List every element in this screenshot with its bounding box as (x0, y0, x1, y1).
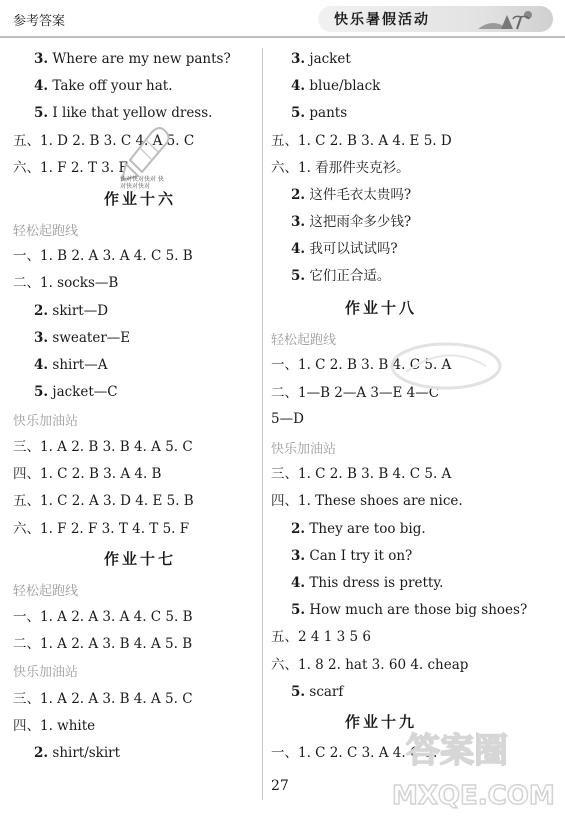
answer-line: 五、1. C 2. A 3. D 4. E 5. B (13, 493, 194, 509)
page-number: 27 (271, 778, 289, 794)
answer-line: 六、1. F 2. T 3. F (13, 160, 128, 176)
section-label: 轻松起跑线 (13, 584, 79, 599)
answer-line: 二、1. socks—B (13, 275, 119, 291)
answer-line (291, 77, 380, 95)
watermark-sub: MXQE.COM (392, 781, 555, 811)
answer-line (291, 547, 412, 565)
answer-line (34, 77, 173, 95)
item-number: 5. (291, 268, 306, 284)
answer-line (34, 329, 130, 347)
homework-heading: 作业十九 (345, 713, 418, 731)
kuaidui-stamp-icon-2 (386, 336, 506, 396)
section-label: 轻松起跑线 (271, 333, 337, 348)
answer-line (291, 240, 398, 258)
section-label: 快乐加油站 (271, 442, 337, 457)
answer-line (291, 104, 347, 122)
answer-line: 二、1—B 2—A 3—E 4—C (271, 385, 440, 401)
item-number: 4. (34, 357, 49, 373)
answer-line (291, 520, 426, 538)
answer-line (34, 302, 108, 320)
answer-text: jacket (309, 51, 351, 67)
column-divider (262, 48, 263, 800)
answer-text: Take off your hat. (52, 78, 173, 94)
answer-text: How much are those big shoes? (309, 602, 528, 618)
header-title-banner (318, 6, 553, 32)
answer-text: sweater—E (52, 330, 131, 346)
answer-line: 五、1. C 2. B 3. A 4. E 5. D (271, 133, 452, 149)
answer-line (291, 601, 527, 619)
item-number: 5. (291, 684, 306, 700)
item-number: 2. (34, 303, 49, 319)
answer-line: 五、1. D 2. B 3. C 4. A 5. C (13, 133, 195, 149)
homework-heading: 作业十七 (104, 550, 177, 568)
header-answer-key-label: 参考答案 (13, 14, 66, 29)
answer-text: pants (309, 105, 348, 121)
answer-line (291, 267, 390, 285)
header-divider (0, 36, 565, 38)
answer-line: 一、1. C 2. C 3. A 4. C 5. (271, 745, 438, 761)
homework-heading: 作业十八 (345, 299, 418, 317)
item-number: 5. (34, 105, 49, 121)
answer-line: 五、2 4 1 3 5 6 (271, 629, 371, 645)
answer-line (34, 744, 120, 762)
answer-text: 它们正合适。 (309, 268, 391, 284)
kuaidui-stamp-text: 快对快对快对 快对快对快对 (120, 176, 164, 190)
answer-text: This dress is pretty. (309, 575, 444, 591)
answer-line: 一、1. A 2. A 3. A 4. C 5. B (13, 609, 193, 625)
item-number: 3. (34, 330, 49, 346)
answer-line: 四、1. These shoes are nice. (271, 493, 463, 509)
item-number: 2. (34, 745, 49, 761)
header-title: 快乐暑假活动 (334, 12, 430, 28)
answer-line (34, 50, 231, 68)
answer-line (291, 574, 443, 592)
answer-text: They are too big. (309, 521, 426, 537)
answer-line (291, 213, 411, 231)
answer-text: skirt—D (52, 303, 109, 319)
answer-line: 5—D (271, 411, 304, 427)
answer-line: 六、1. 8 2. hat 3. 60 4. cheap (271, 657, 469, 673)
answer-line: 三、1. A 2. A 3. B 4. A 5. C (13, 691, 193, 707)
answer-line: 一、1. C 2. B 3. B 4. C 5. A (271, 357, 452, 373)
answer-line (291, 683, 343, 701)
watermark-main: 答案圈 (406, 731, 508, 771)
answer-line: 一、1. B 2. A 3. A 4. C 5. B (13, 248, 193, 264)
answer-text: shirt—A (52, 357, 108, 373)
item-number: 4. (291, 241, 306, 257)
answer-line: 四、1. C 2. B 3. A 4. B (13, 466, 162, 482)
item-number: 4. (291, 575, 306, 591)
summer-decoration-icon (473, 9, 543, 31)
homework-heading: 作业十六 (104, 190, 177, 208)
item-number: 3. (291, 548, 306, 564)
answer-line (291, 186, 411, 204)
answer-text: 我可以试试吗? (309, 241, 398, 257)
answer-line (34, 356, 107, 374)
answer-text: blue/black (309, 78, 381, 94)
section-label: 快乐加油站 (13, 414, 79, 429)
item-number: 5. (34, 384, 49, 400)
item-number: 3. (34, 51, 49, 67)
answer-line: 三、1. A 2. B 3. B 4. A 5. C (13, 439, 193, 455)
item-number: 4. (291, 78, 306, 94)
answer-text: Where are my new pants? (52, 51, 231, 67)
item-number: 5. (291, 105, 306, 121)
answer-text: shirt/skirt (52, 745, 121, 761)
answer-text: I like that yellow dress. (52, 105, 213, 121)
answer-line: 六、1. 看那件夹克衫。 (271, 160, 410, 176)
item-number: 2. (291, 521, 306, 537)
answer-text: 这件毛衣太贵吗? (309, 187, 412, 203)
item-number: 5. (291, 602, 306, 618)
watermark (386, 722, 556, 812)
answer-line: 三、1. C 2. B 3. B 4. C 5. A (271, 466, 452, 482)
answer-line: 四、1. white (13, 718, 96, 734)
answer-line (34, 383, 118, 401)
section-label: 轻松起跑线 (13, 224, 79, 239)
answer-text: scarf (309, 684, 344, 700)
answer-line: 二、1. A 2. A 3. B 4. A 5. B (13, 636, 193, 652)
answer-text: 这把雨伞多少钱? (309, 214, 412, 230)
answer-circle-logo-icon (386, 722, 556, 812)
item-number: 3. (291, 51, 306, 67)
section-label: 快乐加油站 (13, 665, 79, 680)
answer-line (291, 50, 351, 68)
item-number: 4. (34, 78, 49, 94)
item-number: 2. (291, 187, 306, 203)
item-number: 3. (291, 214, 306, 230)
answer-text: Can I try it on? (309, 548, 413, 564)
answer-line: 六、1. F 2. F 3. T 4. T 5. F (13, 521, 190, 537)
answer-text: jacket—C (52, 384, 118, 400)
